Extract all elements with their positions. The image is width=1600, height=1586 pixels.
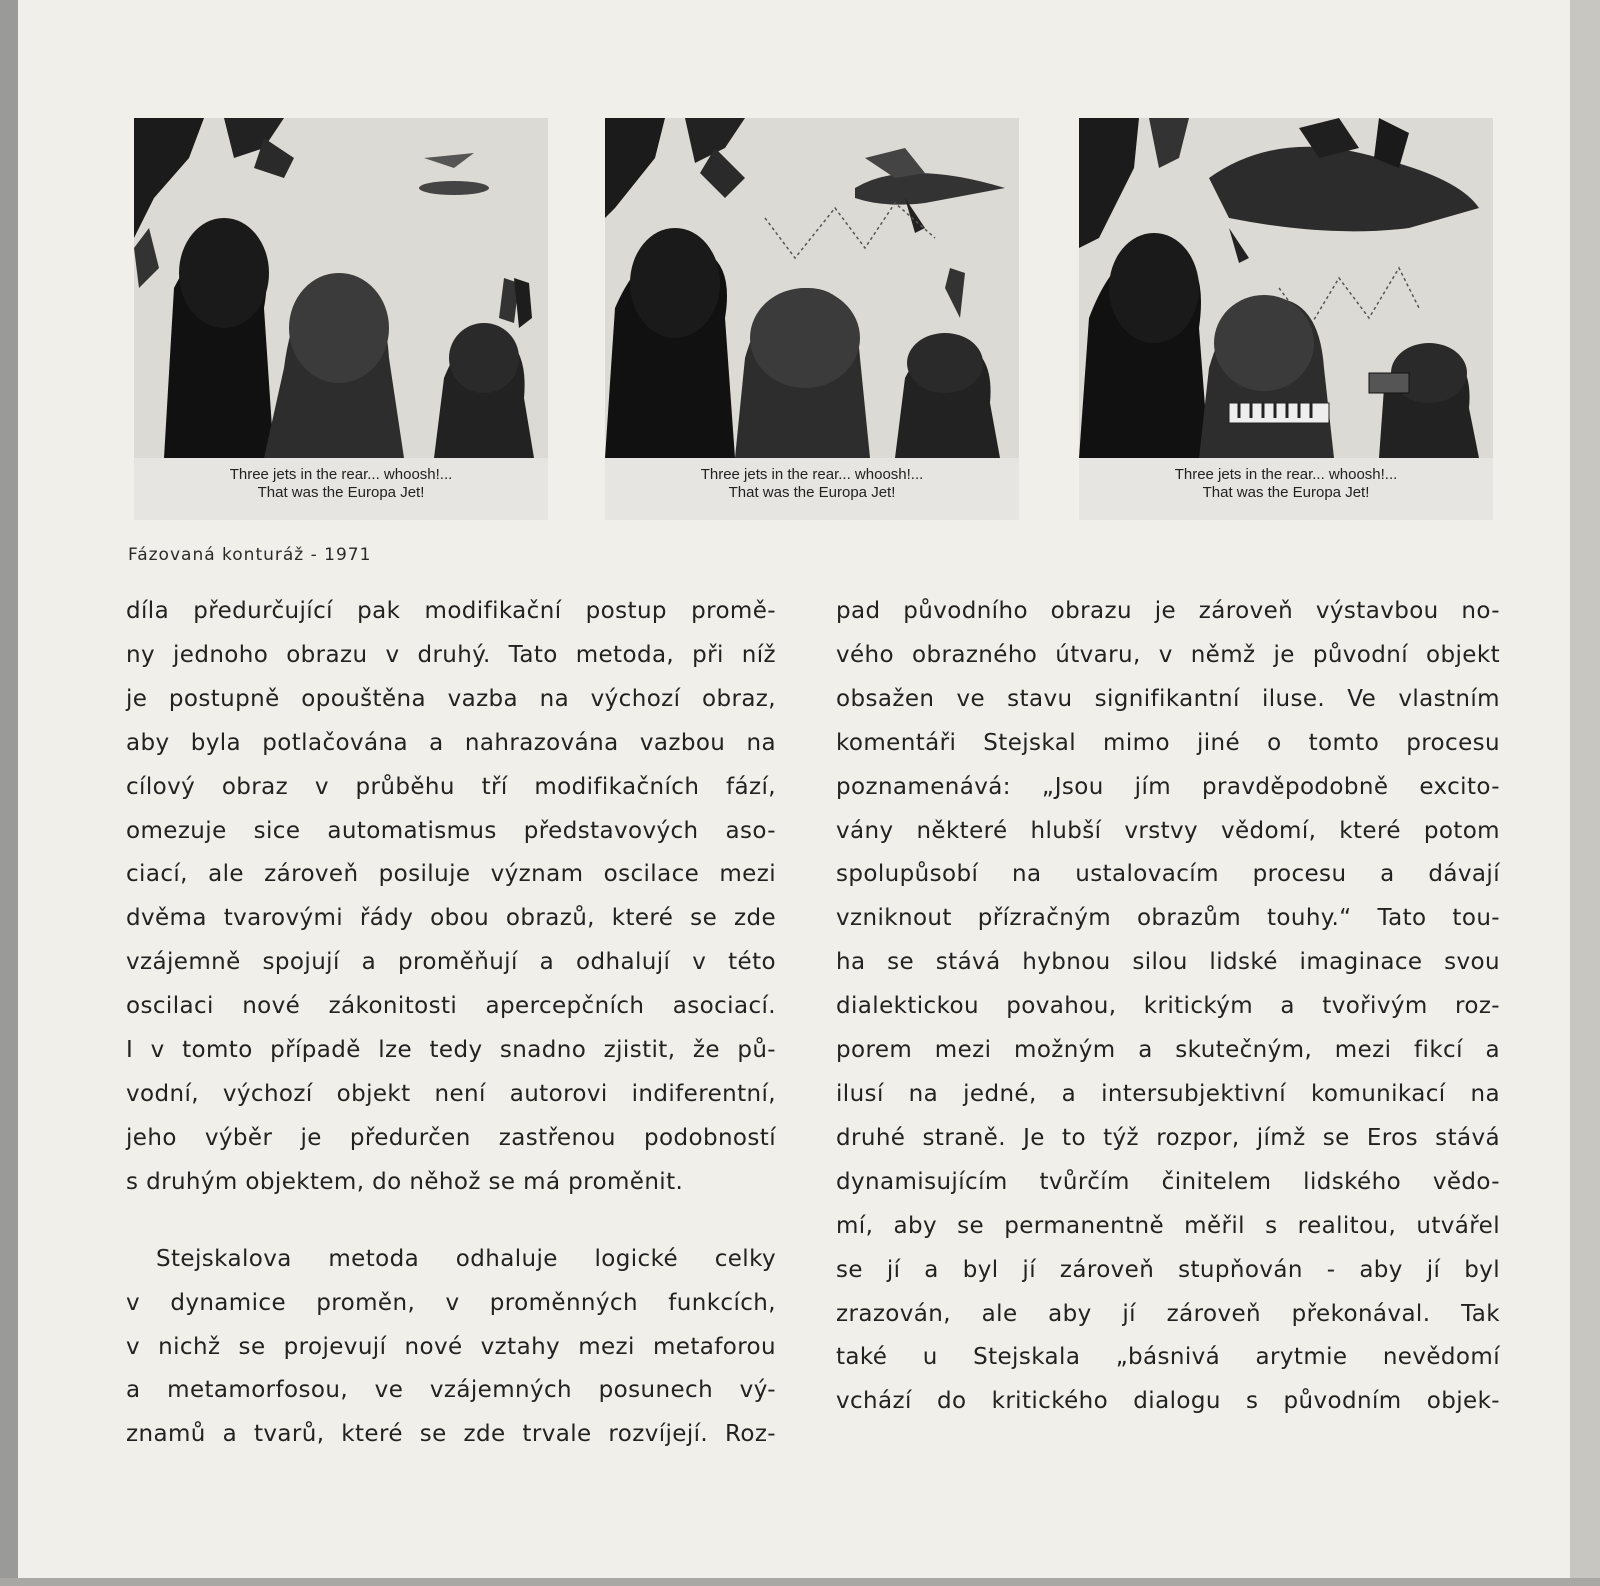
figure-panel-3 [1079,118,1493,520]
left-text-column [126,590,776,1457]
paragraph-1: díla předurčující pak modifikační postup promě- ny jednoho obrazu v druhý. Tato metoda, při níž je postupně opouštěna vazba na výchozí obraz, aby byla potlačována a nahrazována vazbou na cílový obraz v průběhu tří modifikačních fází, omezuje sice automatismus představových aso- ciací, ale zároveň posiluje význam oscilace mezi dvěma tvarovými řády obou obrazů, které se zde vzájemně spojují a proměňují a odhalují v této oscilaci nové zákonitosti apercepčních asociací. I v tomto případě lze tedy snadno zjistit, že pů- vodní, výchozí objekt není autorovi indiferentní, jeho výběr je předurčen zastřenou podobností s druhým objektem, do něhož se má proměnit. [126,598,776,1195]
panel-caption: Three jets in the rear... whoosh!... That was the Europa Jet! [700,466,924,501]
figure-caption: Fázovaná konturáž - 1971 [128,545,372,565]
figure-panel-2 [605,118,1019,520]
collage-photo-3 [1079,118,1493,458]
collage-photo-2 [605,118,1019,458]
page-spine-left [0,0,18,1586]
paragraph-2: Stejskalova metoda odhaluje logické celky v dynamice proměn, v proměnných funkcích, v nichž se projevují nové vztahy mezi metaforou a metamorfosou, ve vzájemných posunech vý- znamů a tvarů, které se zde trvale rozvíjejí. Roz- [126,1245,776,1448]
paragraph-3: pad původního obrazu je zároveň výstavbou no- vého obrazného útvaru, v němž je původní objekt obsažen ve stavu signifikantní iluse. Ve vlastním komentáři Stejskal mimo jiné o tomto procesu poznamenává: „Jsou jím pravděpodobně excito- vány některé hlubší vrstvy vědomí, které potom spolupůsobí na ustalovacím procesu a dávají vzniknout přízračným obrazům touhy.“ Tato tou- ha se stává hybnou silou lidské imaginace svou dialektickou povahou, kritickým a tvořivým roz- porem mezi možným a skutečným, mezi fikcí a ilusí na jedné, a intersubjektivní komunikací na druhé straně. Je to týž rozpor, jímž se Eros stává dynamisujícím tvůrčím činitelem lidského vědo- mí, aby se permanentně měřil s realitou, utvářel se jí a byl jí zároveň stupňován - aby jí byl zrazován, ale aby jí zároveň překonával. Tak také u Stejskala „básnivá arytmie nevědomí vchází do kritického dialogu s původním objek- [836,598,1500,1415]
figure-panel-1 [134,118,548,520]
panel-caption: Three jets in the rear... whoosh!... That was the Europa Jet! [1174,466,1398,501]
page-edge-right [1570,0,1600,1586]
right-text-column [836,590,1500,1424]
panel-caption: Three jets in the rear... whoosh!... That was the Europa Jet! [229,466,453,501]
collage-photo-1 [134,118,548,458]
page-edge-bottom [0,1578,1600,1586]
